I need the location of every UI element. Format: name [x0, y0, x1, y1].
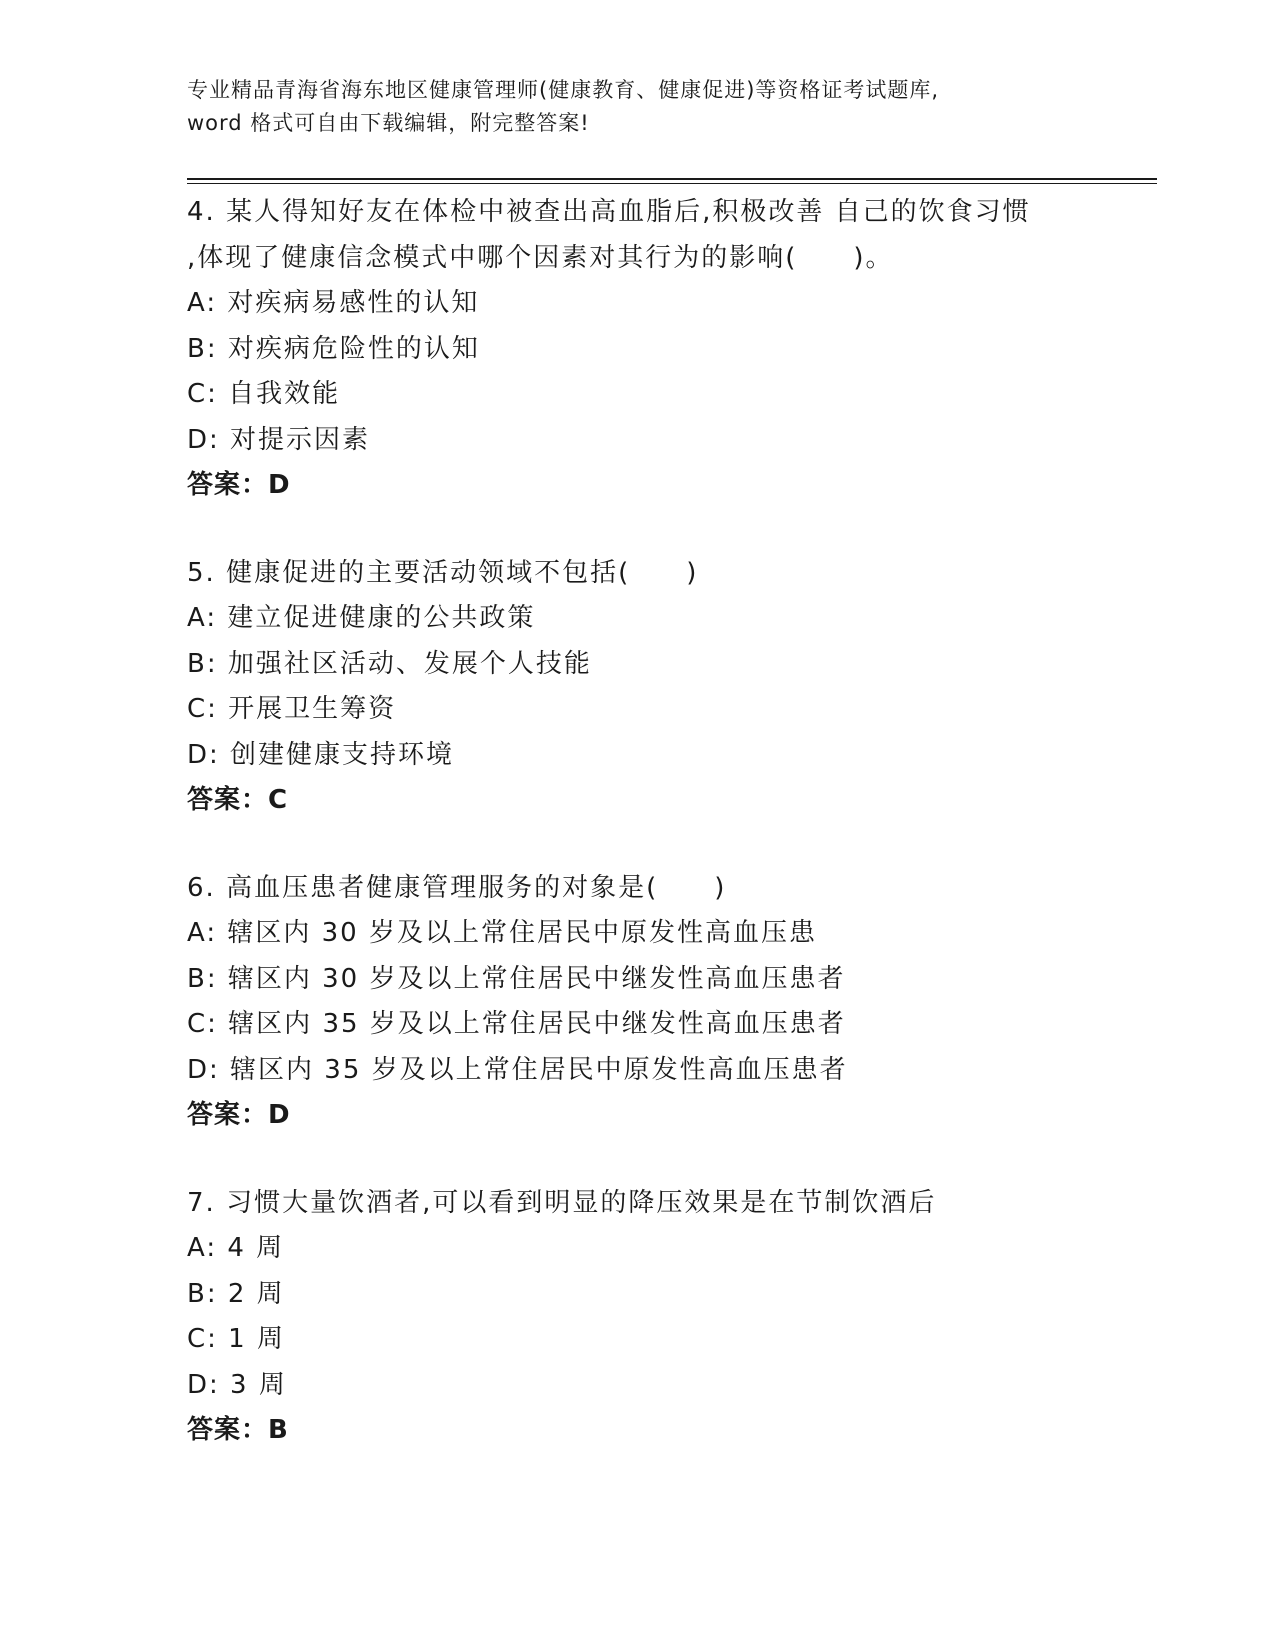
header-divider-thin — [187, 183, 1157, 184]
option-a: A: 辖区内 30 岁及以上常住居民中原发性高血压患 — [187, 918, 817, 948]
option-d: D: 3 周 — [187, 1369, 287, 1400]
option-b: B: 2 周 — [187, 1278, 285, 1309]
header-line-1: 专业精品青海省海东地区健康管理师(健康教育、健康促进)等资格证考试题库, — [187, 78, 940, 102]
option-d: D: 创建健康支持环境 — [187, 739, 455, 770]
header-divider-thick — [187, 178, 1157, 180]
answer: 答案：B — [187, 1415, 289, 1445]
option-d: D: 辖区内 35 岁及以上常住居民中原发性高血压患者 — [187, 1054, 848, 1085]
option-a: A: 建立促进健康的公共政策 — [187, 603, 536, 633]
option-c: C: 1 周 — [187, 1324, 285, 1354]
option-c: C: 自我效能 — [187, 379, 341, 409]
document-header — [187, 74, 1087, 140]
question-7 — [187, 1181, 1087, 1454]
option-b: B: 对疾病危险性的认知 — [187, 333, 480, 364]
question-6 — [187, 866, 1087, 1139]
answer: 答案：C — [187, 785, 289, 815]
option-b: B: 加强社区活动、发展个人技能 — [187, 648, 592, 679]
question-stem: 4. 某人得知好友在体检中被查出高血脂后,积极改善 自己的饮食习惯 — [187, 197, 1031, 227]
option-c: C: 辖区内 35 岁及以上常住居民中继发性高血压患者 — [187, 1009, 846, 1039]
answer: 答案：D — [187, 470, 291, 500]
question-stem: 5. 健康促进的主要活动领域不包括( ) — [187, 557, 699, 588]
option-a: A: 4 周 — [187, 1233, 285, 1263]
option-a: A: 对疾病易感性的认知 — [187, 288, 480, 318]
question-4 — [187, 190, 1087, 509]
option-c: C: 开展卫生筹资 — [187, 694, 397, 724]
option-d: D: 对提示因素 — [187, 424, 371, 455]
option-b: B: 辖区内 30 岁及以上常住居民中继发性高血压患者 — [187, 963, 846, 994]
answer: 答案：D — [187, 1100, 291, 1130]
question-stem: 7. 习惯大量饮酒者,可以看到明显的降压效果是在节制饮酒后 — [187, 1187, 937, 1218]
question-stem: 6. 高血压患者健康管理服务的对象是( ) — [187, 872, 727, 903]
question-list — [187, 190, 1087, 1496]
question-stem: ,体现了健康信念模式中哪个因素对其行为的影响( )。 — [187, 242, 894, 273]
question-5 — [187, 551, 1087, 824]
header-line-2: word 格式可自由下载编辑，附完整答案! — [187, 111, 590, 135]
